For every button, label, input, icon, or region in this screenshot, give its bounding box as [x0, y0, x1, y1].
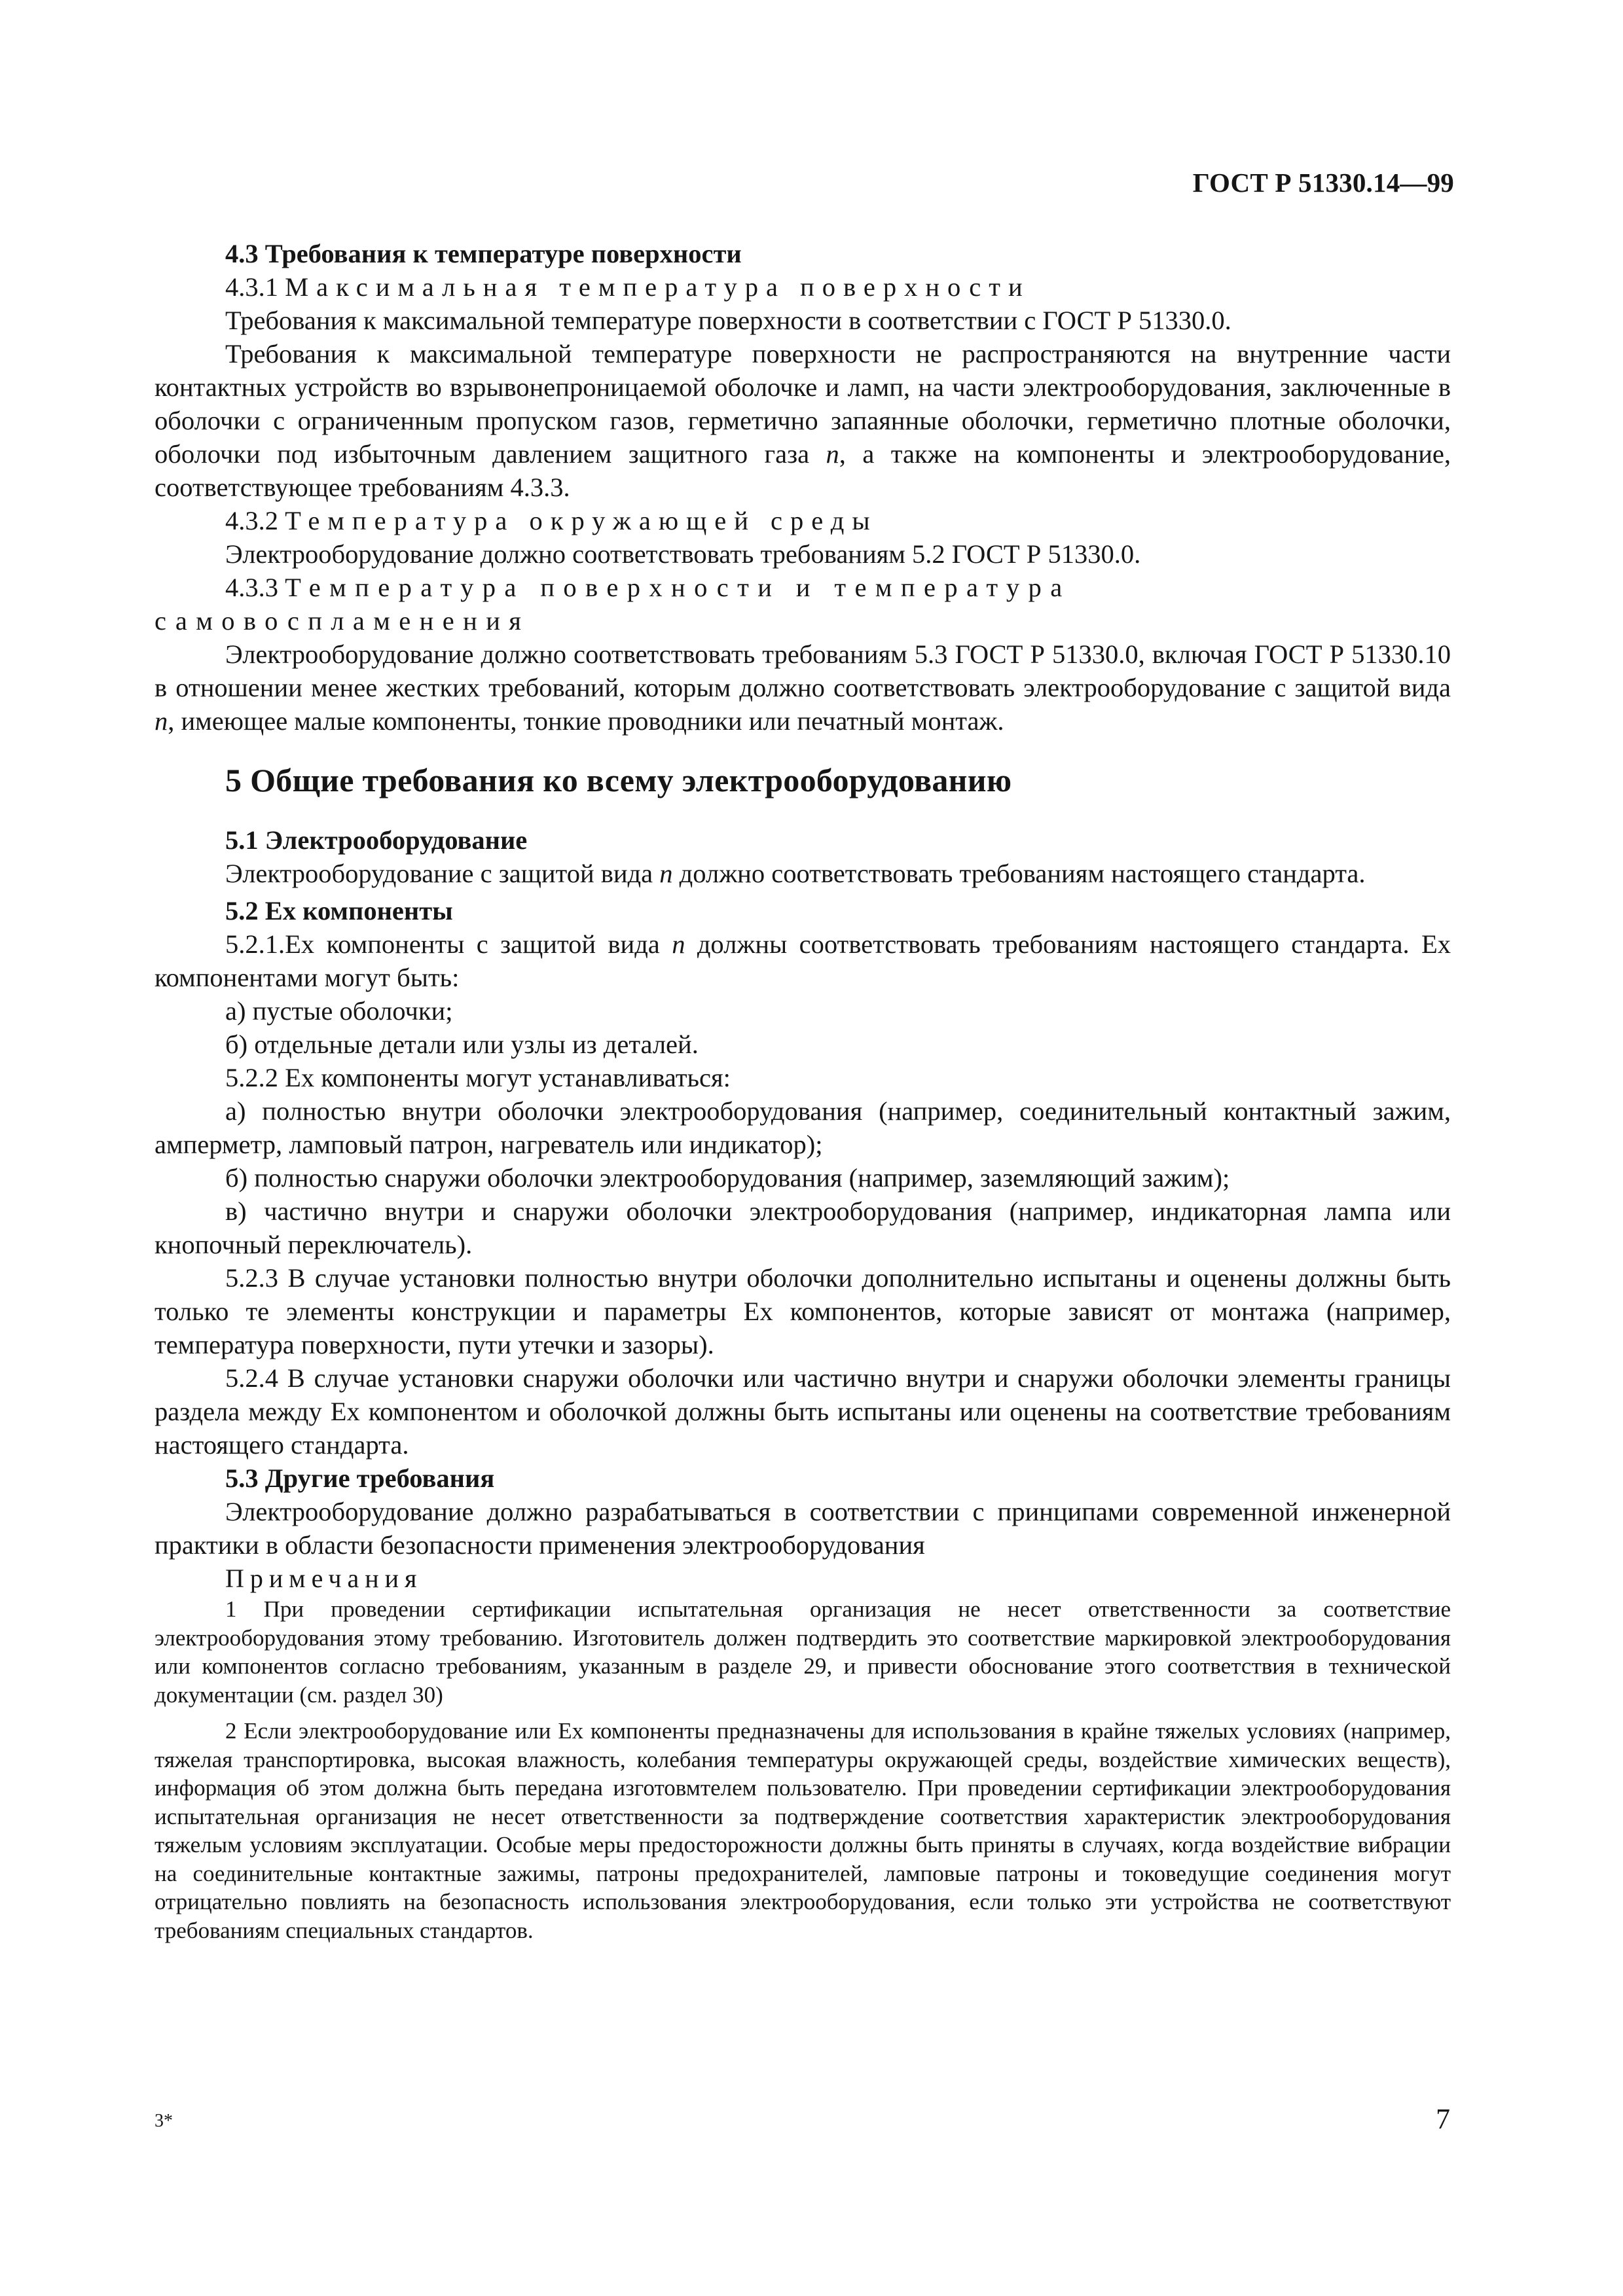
paragraph-text: Требования к максимальной температуре поверхности не распространяются на внутренние части контактных устройств во взрывонепроницаемой оболочке и ламп, на части электрооборудования, заключенные в оболочки с ограниченным пропуском газов, герметично запаянные оболочки, герметично плотные оболочки, оболочки под избыточным давлением защитного газа [155, 339, 1451, 469]
clause-title: Температура окружающей среды [285, 506, 878, 535]
paragraph [155, 857, 1451, 890]
paragraph [155, 637, 1451, 738]
clause-number: 4.3.3 [225, 573, 278, 602]
paragraph-text: 5.2.1.Ех компоненты с защитой вида [225, 929, 660, 959]
paragraph: 5.2.3 В случае установки полностью внутри оболочки дополнительно испытаны и оценены должны быть только те элементы конструкции и параметры Ех компонентов, которые зависят от монтажа (например, температура поверхности, пути утечки и зазоры). [155, 1263, 1451, 1359]
clause-number: 4.3.1 [225, 272, 278, 302]
page-number: 7 [1436, 2103, 1450, 2135]
list-item: а) полностью внутри оболочки электрооборудования (например, соединительный контактный зажим, амперметр, ламповый патрон, нагреватель или индикатор); [155, 1096, 1451, 1159]
paragraph-text: должны соответствовать требованиям настоящего стандарта. Ех компонентами могут быть: [155, 929, 1451, 992]
italic-n: n [659, 859, 673, 888]
paragraph [155, 337, 1451, 504]
paragraph: Требования к максимальной температуре поверхности в соответствии с ГОСТ Р 51330.0. [225, 306, 1231, 335]
heading-4-3-2 [155, 504, 1451, 537]
list-item: б) отдельные детали или узлы из деталей. [225, 1030, 699, 1059]
notes-heading: Примечания [225, 1564, 423, 1593]
italic-n: n [826, 439, 839, 469]
italic-n: n [155, 706, 168, 736]
heading-5-1: 5.1 Электрооборудование [225, 825, 528, 855]
heading-5-2: 5.2 Ех компоненты [225, 896, 453, 925]
document-header: ГОСТ Р 51330.14—99 [1192, 168, 1454, 198]
italic-n: n [672, 929, 685, 959]
paragraph-text: должно соответствовать требованиям настоящего стандарта. [679, 859, 1366, 888]
note-1: 1 При проведении сертификации испытательная организация не несет ответственности за соответствие электрооборудования этому требованию. Изготовитель должен подтвердить это соответствие маркировкой электрооборудования или компонентов согласно требованиям, указанным в разделе 29, и привести обоснование этого соответствия в технической документации (см. раздел 30) [155, 1596, 1451, 1708]
paragraph: Электрооборудование должно разрабатываться в соответствии с принципами современной инженерной практики в области безопасности применения электрооборудования [155, 1497, 1451, 1560]
clause-title: Максимальная температура поверхности [285, 272, 1030, 302]
sheet-mark: 3* [155, 2111, 173, 2131]
heading-4-3-1 [155, 270, 1451, 304]
list-item: б) полностью снаружи оболочки электрооборудования (например, заземляющий зажим); [225, 1163, 1230, 1193]
heading-5-3: 5.3 Другие требования [225, 1463, 495, 1493]
paragraph-text: , имеющее малые компоненты, тонкие проводники или печатный монтаж. [168, 706, 1004, 736]
section-5-title: 5 Общие требования ко всему электрооборудованию [225, 762, 1012, 798]
paragraph-text: , а также на компоненты и электрооборудование, соответствующее требованиям 4.3.3. [155, 439, 1451, 502]
paragraph: Электрооборудование должно соответствовать требованиям 5.2 ГОСТ Р 51330.0. [225, 539, 1141, 569]
heading-4-3: 4.3 Требования к температуре поверхности [225, 239, 742, 268]
page-content [155, 237, 1451, 1945]
paragraph: 5.2.2 Ех компоненты могут устанавливаться: [225, 1063, 731, 1092]
paragraph: 5.2.4 В случае установки снаружи оболочки или частично внутри и снаружи оболочки элементы границы раздела между Ех компонентом и оболочкой должны быть испытаны или оценены на соответствие требованиям настоящего стандарта. [155, 1363, 1451, 1460]
list-item: в) частично внутри и снаружи оболочки электрооборудования (например, индикаторная лампа или кнопочный переключатель). [155, 1196, 1451, 1259]
paragraph-text: Электрооборудование должно соответствовать требованиям 5.3 ГОСТ Р 51330.0, включая ГОСТ Р 51330.10 в отношении менее жестких требований, которым должно соответствовать электрооборудование с защитой вида [155, 639, 1451, 702]
paragraph-text: Электрооборудование с защитой вида [225, 859, 653, 888]
paragraph [155, 927, 1451, 994]
heading-4-3-3 [155, 571, 1451, 637]
clause-title: Температура поверхности и температура самовоспламенения [155, 573, 1071, 636]
note-2: 2 Если электрооборудование или Ех компоненты предназначены для использования в крайне тяжелых условиях (например, тяжелая транспортировка, высокая влажность, колебания температуры окружающей среды, воздействие химических веществ), информация об этом должна быть передана изготовмтелем пользователю. При проведении сертификации электрооборудования испытательная организация не несет ответственности за подтверждение соответствия характеристик электрооборудования тяжелым условиям эксплуатации. Особые меры предосторожности должны быть приняты в случаях, когда воздействие вибрации на соединительные контактные зажимы, патроны предохранителей, ламповые патроны и токоведущие соединения могут отрицательно повлиять на безопасность использования электрооборудования, если только эти устройства не соответствуют требованиям специальных стандартов. [155, 1718, 1451, 1943]
clause-number: 4.3.2 [225, 506, 278, 535]
list-item: а) пустые оболочки; [225, 996, 453, 1026]
